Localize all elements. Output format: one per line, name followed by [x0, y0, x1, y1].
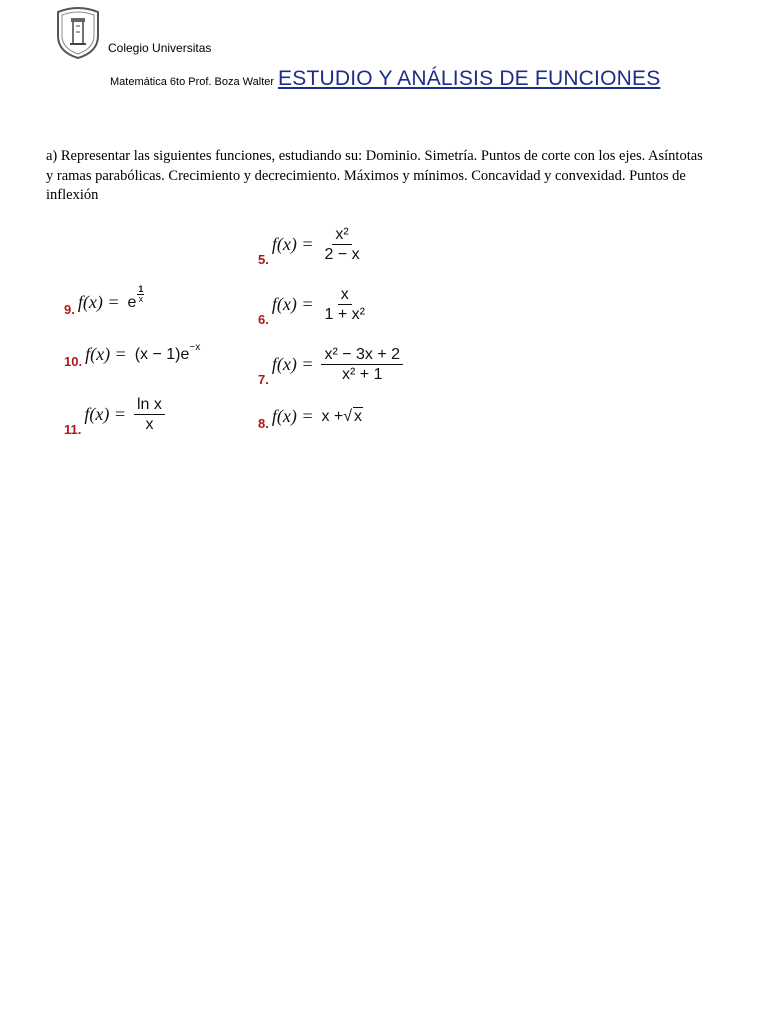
exercise-number: 9. — [64, 302, 75, 317]
exponent-fraction — [137, 285, 144, 304]
function-lhs: f(x) = — [84, 404, 126, 424]
school-seal-logo — [54, 6, 102, 60]
numerator: x² — [332, 226, 351, 245]
denominator: x — [145, 416, 154, 433]
exercise-number: 5. — [258, 252, 269, 267]
exercise-9 — [64, 284, 144, 317]
school-name: Colegio Universitas — [108, 41, 212, 55]
expression: x + — [321, 407, 344, 425]
formula — [272, 406, 363, 427]
exponent-numerator: 1 — [138, 284, 144, 294]
function-lhs: f(x) = — [77, 292, 120, 312]
formula — [77, 284, 145, 313]
exercise-8 — [258, 406, 363, 431]
base: e — [127, 293, 137, 311]
exercise-7 — [258, 346, 403, 387]
instructions-paragraph: a) Representar las siguientes funciones, estudiando su: Dominio. Simetría. Puntos de corte con los ejes. Asíntotas y ramas parabólicas. Crecimiento y decrecimiento. Máximos y mínimos. Concavidad y convexidad. Puntos de inflexión — [46, 148, 703, 203]
numerator: x — [338, 286, 352, 305]
formula — [84, 396, 165, 433]
denominator: x² + 1 — [342, 366, 383, 383]
expression: (x − 1)e — [134, 345, 190, 363]
exponent-denominator: x — [138, 294, 144, 304]
sqrt-icon: √ — [343, 407, 353, 425]
exercise-number: 11. — [64, 422, 82, 437]
exercise-number: 7. — [258, 372, 269, 387]
function-lhs: f(x) = — [271, 406, 314, 426]
formula — [272, 226, 363, 263]
denominator: 1 + x² — [324, 306, 365, 323]
exercise-10 — [64, 342, 201, 369]
fraction — [134, 396, 165, 433]
fraction — [321, 226, 362, 263]
course-info: Matemática 6to Prof. Boza Walter — [110, 76, 275, 88]
exercise-6 — [258, 286, 368, 327]
exponent: −x — [189, 342, 201, 353]
exercise-number: 6. — [258, 312, 269, 327]
radicand: x — [354, 408, 363, 425]
header-line — [110, 67, 660, 91]
formula — [272, 346, 403, 383]
page-title: ESTUDIO Y ANÁLISIS DE FUNCIONES — [278, 67, 661, 90]
function-lhs: f(x) = — [85, 344, 127, 364]
exercise-number: 8. — [258, 416, 269, 431]
formula — [272, 286, 368, 323]
function-lhs: f(x) = — [271, 234, 314, 254]
denominator: 2 − x — [324, 246, 360, 263]
numerator: ln x — [134, 396, 165, 415]
exercise-number: 10. — [64, 354, 83, 369]
function-lhs: f(x) = — [271, 294, 314, 314]
numerator: x² − 3x + 2 — [321, 346, 403, 365]
fraction — [321, 286, 367, 323]
formula — [85, 344, 200, 365]
fraction — [321, 346, 403, 383]
exercise-11 — [64, 396, 165, 437]
exercise-5 — [258, 226, 363, 267]
function-lhs: f(x) = — [271, 354, 314, 374]
